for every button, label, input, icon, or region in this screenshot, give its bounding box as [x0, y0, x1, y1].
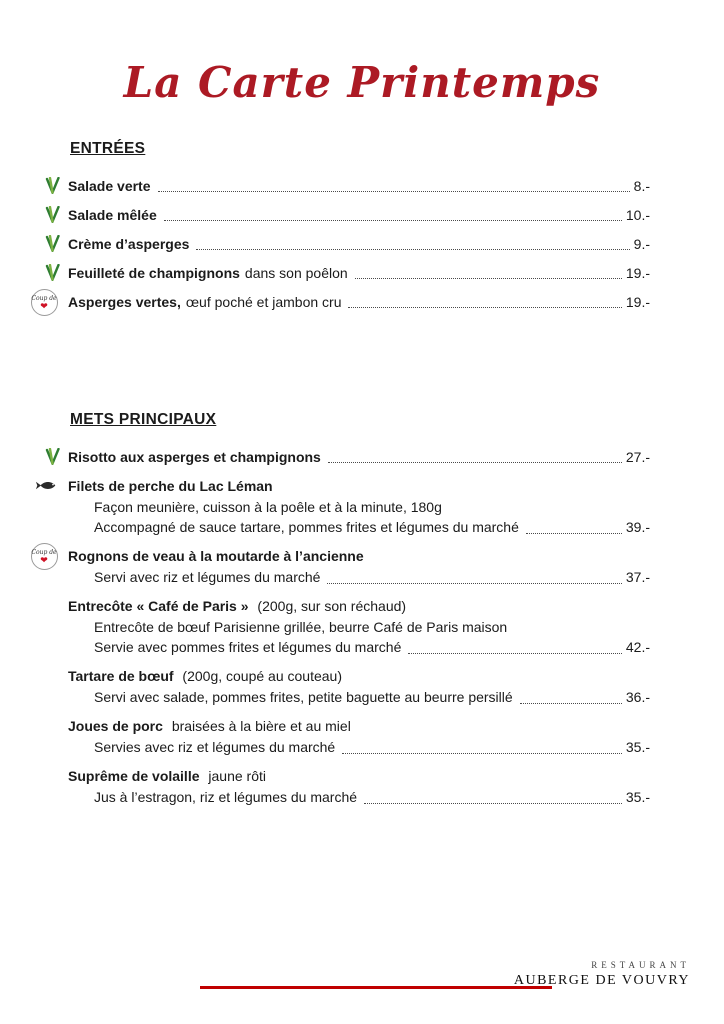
- item-price: 19.-: [625, 294, 650, 311]
- item-name: Asperges vertes,: [68, 294, 181, 311]
- section-heading-entrees: ENTRÉES: [70, 140, 146, 158]
- coup-de-coeur-icon: [32, 289, 56, 316]
- menu-item-entrecote: [68, 598, 650, 657]
- item-price: 37.-: [625, 569, 650, 586]
- menu-item-salade-melee: [68, 207, 650, 224]
- item-desc: dans son poêlon: [244, 265, 348, 282]
- dot-leader: [328, 462, 622, 463]
- coup-de-coeur-icon: [32, 543, 56, 570]
- fish-icon: [35, 479, 59, 492]
- item-name: Suprême de volaille: [68, 768, 200, 785]
- menu-body: [0, 140, 724, 807]
- item-price: 42.-: [625, 639, 650, 656]
- item-desc: (200g, sur son réchaud): [257, 598, 407, 615]
- dot-leader: [408, 653, 622, 654]
- item-subline-price: [68, 637, 650, 657]
- item-price: 35.-: [625, 739, 650, 756]
- item-subline-text: Servies avec riz et légumes du marché: [94, 739, 336, 756]
- item-desc: braisées à la bière et au miel: [171, 718, 351, 735]
- item-subline-price: [68, 737, 650, 757]
- item-name: Filets de perche du Lac Léman: [68, 478, 273, 495]
- item-subline-price: [68, 517, 650, 537]
- item-name: Entrecôte « Café de Paris »: [68, 598, 249, 615]
- dot-leader: [164, 220, 622, 221]
- vegetarian-icon: [40, 177, 64, 194]
- menu-item-asperges-vertes: [31, 294, 650, 311]
- menu-item-salade-verte: [68, 178, 650, 195]
- dot-leader: [520, 703, 622, 704]
- footer-logo: [514, 960, 690, 989]
- item-price: 35.-: [625, 789, 650, 806]
- dot-leader: [348, 307, 621, 308]
- dot-leader: [196, 249, 629, 250]
- section-heading-mains: METS PRINCIPAUX: [70, 411, 217, 429]
- dot-leader: [355, 278, 622, 279]
- item-price: 36.-: [625, 689, 650, 706]
- vegetarian-icon: [40, 264, 64, 281]
- item-name: Tartare de bœuf: [68, 668, 174, 685]
- vegetarian-icon: [40, 448, 64, 465]
- menu-item-creme-asperges: [68, 236, 650, 253]
- menu-item-filets-perche: [68, 478, 650, 537]
- item-subline: Façon meunière, cuisson à la poêle et à la minute, 180g: [94, 499, 442, 516]
- dot-leader: [364, 803, 622, 804]
- item-price: 8.-: [633, 178, 650, 195]
- item-name: Rognons de veau à la moutarde à l’ancienne: [68, 548, 364, 565]
- item-name: Feuilleté de champignons: [68, 265, 240, 282]
- item-desc: (200g, coupé au couteau): [182, 668, 342, 685]
- footer-red-line: [200, 986, 552, 989]
- item-subline: Entrecôte de bœuf Parisienne grillée, beurre Café de Paris maison: [94, 619, 508, 636]
- item-price: 19.-: [625, 265, 650, 282]
- menu-item-rognons-veau: [31, 548, 650, 587]
- item-subline-text: Accompagné de sauce tartare, pommes frites et légumes du marché: [94, 519, 519, 536]
- heart-icon: ❤: [40, 554, 48, 565]
- footer-restaurant-name: AUBERGE DE VOUVRY: [513, 973, 690, 988]
- item-desc: jaune rôti: [208, 768, 266, 785]
- dot-leader: [342, 753, 622, 754]
- item-desc: œuf poché et jambon cru: [185, 294, 342, 311]
- menu-item-joues-porc: [68, 718, 650, 757]
- item-name: Salade verte: [68, 178, 151, 195]
- item-price: 27.-: [625, 449, 650, 466]
- item-name: Salade mêlée: [68, 207, 157, 224]
- menu-item-tartare: [68, 668, 650, 707]
- menu-item-supreme-volaille: [68, 768, 650, 807]
- menu-item-feuillete-champignons: [68, 265, 650, 282]
- menu-item-risotto: [68, 449, 650, 466]
- page-title: La Carte Printemps: [123, 58, 601, 107]
- item-subline-text: Servi avec salade, pommes frites, petite baguette au beurre persillé: [94, 689, 513, 706]
- item-name: Crème d’asperges: [68, 236, 190, 253]
- item-subline-text: Servi avec riz et légumes du marché: [94, 569, 321, 586]
- vegetarian-icon: [40, 206, 64, 223]
- item-name: Joues de porc: [68, 718, 163, 735]
- dot-leader: [526, 533, 622, 534]
- coup-de-coeur-text: Coup de: [31, 548, 57, 556]
- vegetarian-icon: [40, 235, 64, 252]
- item-subline-text: Servie avec pommes frites et légumes du marché: [94, 639, 402, 656]
- item-subline-price: [68, 787, 650, 807]
- item-price: 9.-: [633, 236, 650, 253]
- heart-icon: ❤: [40, 300, 48, 311]
- item-price: 39.-: [625, 519, 650, 536]
- dot-leader: [158, 191, 630, 192]
- item-price: 10.-: [625, 207, 650, 224]
- item-subline-price: [68, 567, 650, 587]
- item-subline-price: [68, 687, 650, 707]
- dot-leader: [327, 583, 621, 584]
- footer-restaurant-label: RESTAURANT: [591, 960, 690, 970]
- coup-de-coeur-text: Coup de: [31, 294, 57, 302]
- item-subline-text: Jus à l’estragon, riz et légumes du marché: [94, 789, 358, 806]
- item-name: Risotto aux asperges et champignons: [68, 449, 321, 466]
